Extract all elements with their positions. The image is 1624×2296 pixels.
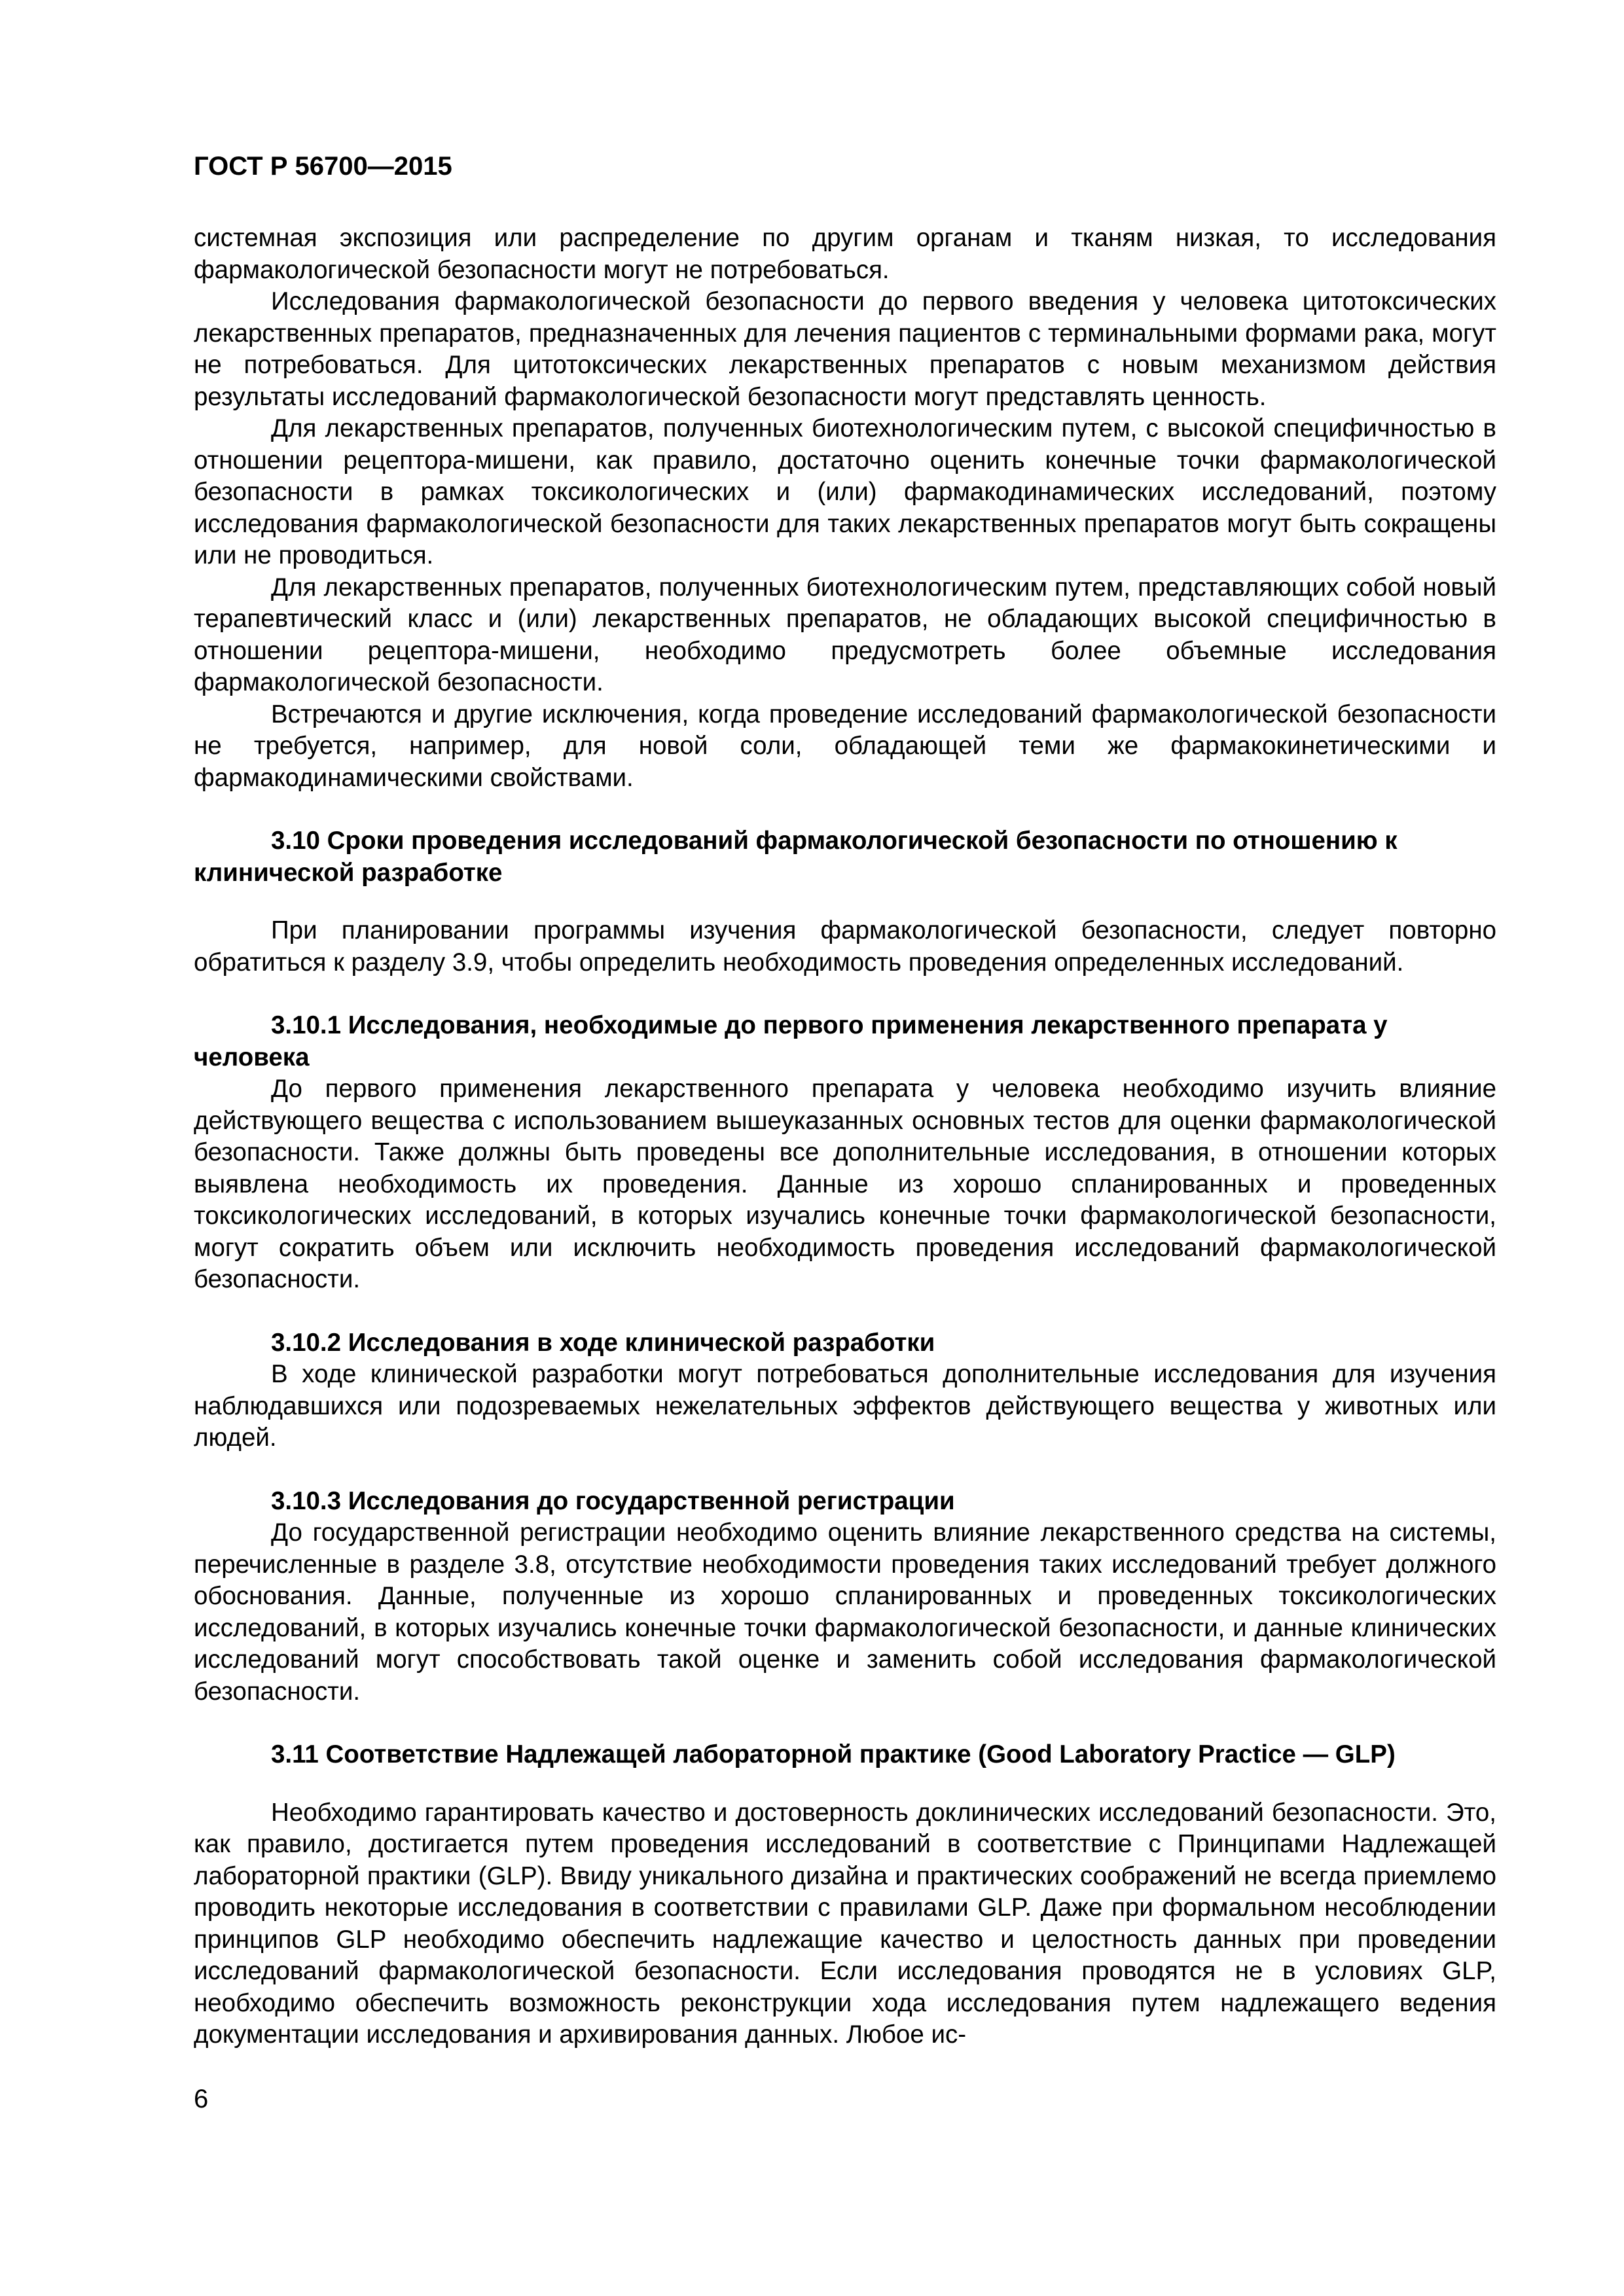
- paragraph: Для лекарственных препаратов, полученных биотехнологическим путем, с высокой специфичностью в отношении рецептора-мишени, как правило, достаточно оценить конечные точки фармакологической безопасности в рамках токсикологических и (или) фармакодинамических исследований, поэтому исследования фармакологической безопасности для таких лекарственных препаратов могут быть сокращены или не проводиться.: [194, 414, 1496, 569]
- spacer: [194, 1296, 1496, 1327]
- spacer: [194, 1771, 1496, 1797]
- spacer: [194, 1708, 1496, 1739]
- paragraph: системная экспозиция или распределение по другим органам и тканям низкая, то исследования фармакологической безопасности могут не потребоваться.: [194, 224, 1496, 284]
- section-heading: 3.10 Сроки проведения исследований фармакологической безопасности по отношению к клинической разработке: [194, 827, 1398, 887]
- section-heading: 3.10.2 Исследования в ходе клинической разработки: [271, 1328, 935, 1357]
- paragraph: В ходе клинической разработки могут потребоваться дополнительные исследования для изучения наблюдавшихся или подозреваемых нежелательных эффектов действующего вещества у животных или людей.: [194, 1360, 1496, 1452]
- spacer: [194, 794, 1496, 825]
- spacer: [194, 1454, 1496, 1486]
- paragraph: Встречаются и другие исключения, когда проведение исследований фармакологической безопасности не требуется, например, для новой соли, обладающей теми же фармакокинетическими и фармакодинамическими свойствами.: [194, 700, 1496, 792]
- section-heading: 3.10.3 Исследования до государственной регистрации: [271, 1486, 955, 1515]
- spacer: [194, 889, 1496, 915]
- paragraph: Исследования фармакологической безопасности до первого введения у человека цитотоксических лекарственных препаратов, предназначенных для лечения пациентов с терминальными формами рака, могут не потребоваться. Для цитотоксических лекарственных препаратов с новым механизмом действия результаты исследований фармакологической безопасности могут представлять ценность.: [194, 287, 1496, 411]
- paragraph: До государственной регистрации необходимо оценить влияние лекарственного средства на системы, перечисленные в разделе 3.8, отсутствие необходимости проведения таких исследований требует должного обоснования. Данные, полученные из хорошо спланированных и проведенных токсикологических исследований, в которых изучались конечные точки фармакологической безопасности, и данные клинических исследований могут способствовать такой оценке и заменить собой исследования фармакологической безопасности.: [194, 1518, 1496, 1706]
- page-number: 6: [194, 2085, 209, 2113]
- paragraph: Необходимо гарантировать качество и достоверность доклинических исследований безопасности. Это, как правило, достигается путем проведения исследований в соответствие с Принципами Надлежащей лабораторной практики (GLP). Ввиду уникального дизайна и практических соображений не всегда приемлемо проводить некоторые исследования в соответствии с правилами GLP. Даже при формальном несоблюдении принципов GLP необходимо обеспечить надлежащие качество и целостность данных при проведении исследований фармакологической безопасности. Если исследования проводятся не в условиях GLP, необходимо обеспечить возможность реконструкции хода исследования путем надлежащего ведения документации исследования и архивирования данных. Любое ис-: [194, 1798, 1496, 2049]
- paragraph: Для лекарственных препаратов, полученных биотехнологическим путем, представляющих собой новый терапевтический класс и (или) лекарственных препаратов, не обладающих высокой специфичностью в отношении рецептора-мишени, необходимо предусмотреть более объемные исследования фармакологической безопасности.: [194, 573, 1496, 696]
- document-body: [194, 223, 1496, 2051]
- section-heading: 3.10.1 Исследования, необходимые до первого применения лекарственного препарата у человека: [194, 1011, 1388, 1071]
- spacer: [194, 978, 1496, 1010]
- section-heading: 3.11 Соответствие Надлежащей лабораторной практике (Good Laboratory Practice — GLP): [271, 1740, 1396, 1768]
- paragraph: При планировании программы изучения фармакологической безопасности, следует повторно обратиться к разделу 3.9, чтобы определить необходимость проведения определенных исследований.: [194, 916, 1496, 977]
- document-header: ГОСТ Р 56700—2015: [194, 152, 452, 181]
- paragraph: До первого применения лекарственного препарата у человека необходимо изучить влияние действующего вещества с использованием вышеуказанных основных тестов для оценки фармакологической безопасности. Также должны быть проведены все дополнительные исследования, в отношении которых выявлена необходимость их проведения. Данные из хорошо спланированных и проведенных токсикологических исследований, в которых изучались конечные точки фармакологической безопасности, могут сократить объем или исключить необходимость проведения исследований фармакологической безопасности.: [194, 1075, 1496, 1293]
